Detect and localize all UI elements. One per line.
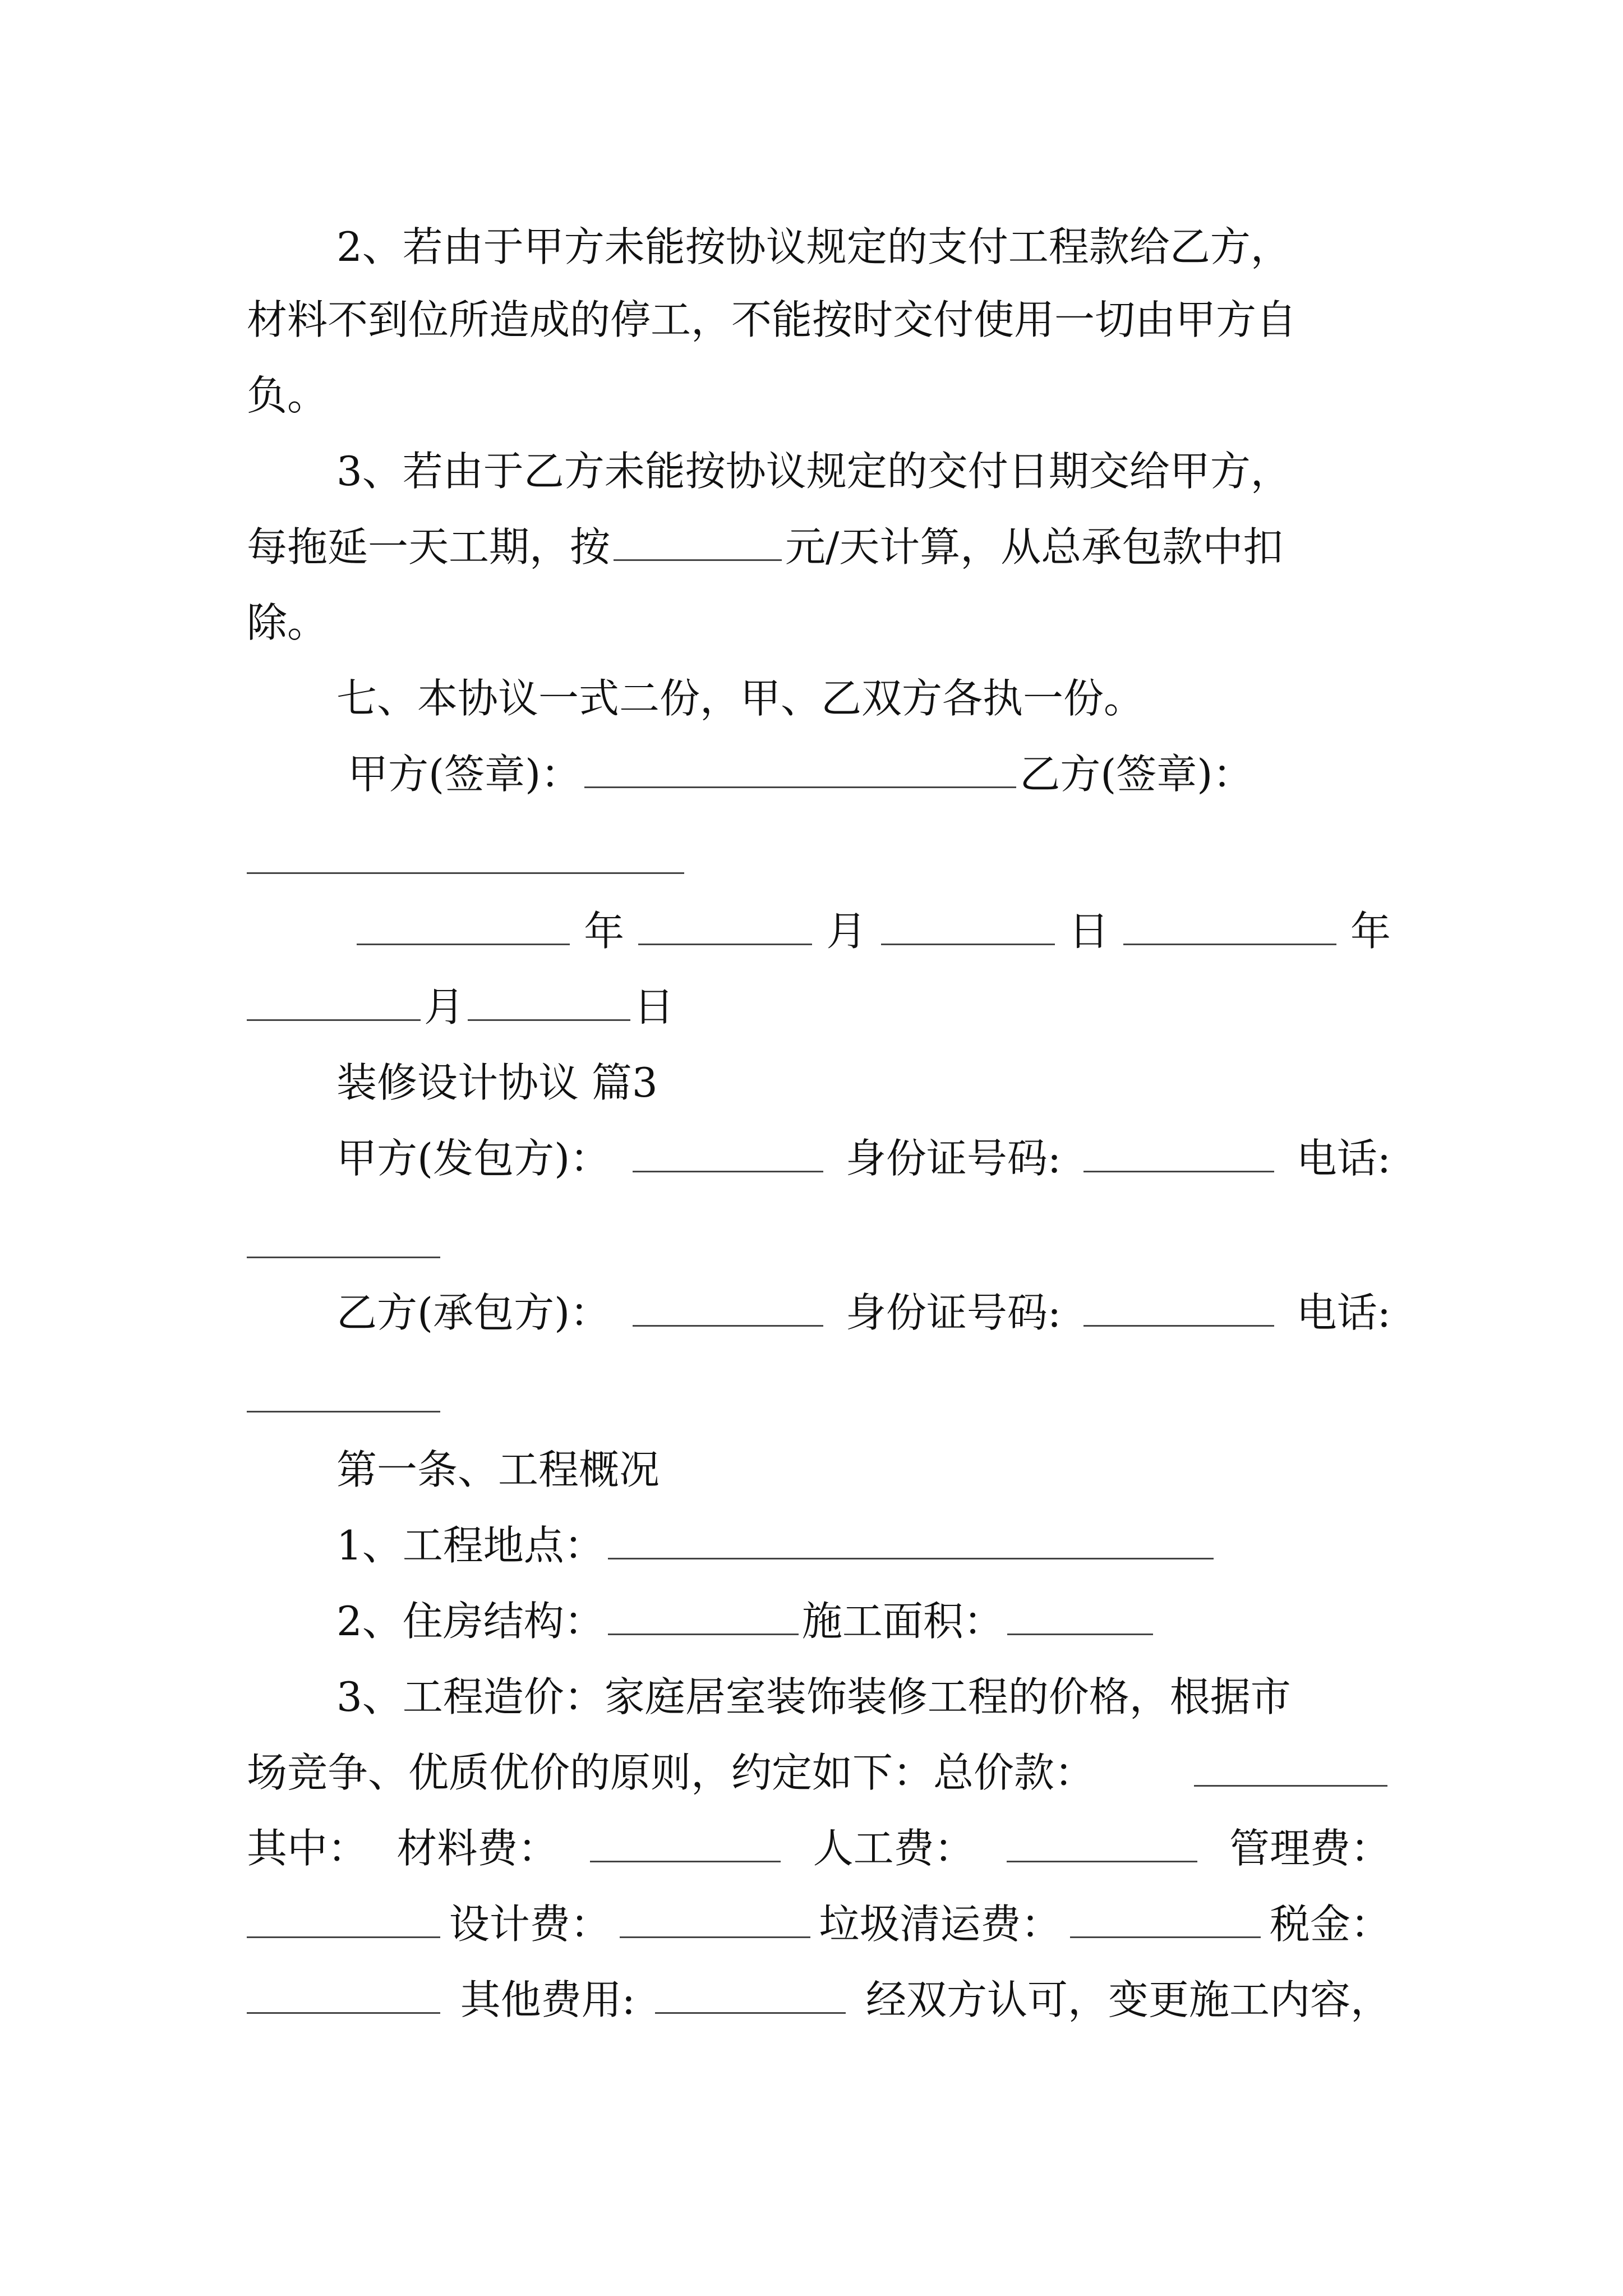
item3-line1: 3、若由于乙方未能按协议规定的交付日期交给甲方， [336,448,1291,495]
party-a-sign-blank [584,786,1016,788]
item2-line1: 2、若由于甲方未能按协议规定的支付工程款给乙方， [336,223,1291,270]
agreement-title: 装修设计协议 篇3 [336,1059,658,1106]
date-a-day-blank [881,943,1055,945]
material-fee-label: 材料费： [396,1825,559,1872]
fee-line2 [247,1896,1391,1952]
item3-line3: 除。 [247,599,328,646]
garbage-fee-blank [1070,1936,1261,1938]
party-a-phone-label: 电话: [1296,1135,1391,1182]
area-blank [1007,1633,1153,1635]
article1-title: 第一条、工程概况 [336,1446,660,1493]
fee-line1 [247,1820,1391,1876]
party-a-id-label: 身份证号码: [845,1135,1062,1182]
date-b-month-blank [247,1019,421,1021]
party-b-phone-blank [247,1411,440,1412]
management-fee-blank [247,1936,440,1938]
penalty-amount-blank [614,559,782,561]
party-a-sign-label: 甲方(签章)： [348,751,582,798]
date-a-day-label: 日 [1068,908,1109,955]
management-fee-label: 管理费： [1229,1825,1391,1872]
labor-fee-label: 人工费： [813,1825,975,1872]
material-fee-blank [590,1860,781,1862]
garbage-fee-label: 垃圾清运费： [819,1901,1062,1948]
item2-line2: 材料不到位所造成的停工，不能按时交付使用一切由甲方自 [247,296,1297,343]
structure-label: 2、住房结构： [336,1598,605,1645]
cost-line2-text: 场竞争、优质优价的原则，约定如下：总价款： [247,1749,1095,1796]
party-a-id-blank [1083,1170,1274,1172]
labor-fee-blank [1007,1860,1197,1862]
date-b-month-label: 月 [424,983,465,1030]
tax-blank [247,2012,440,2014]
change-text: 经双方认可，变更施工内容， [865,1976,1391,2023]
date-a-month-blank [638,943,812,945]
date-b-day-blank [468,1019,630,1021]
date-b-year-label: 年 [1350,908,1391,955]
date-line-2 [247,979,1391,1035]
party-a-phone-blank [247,1257,440,1258]
signature-line [348,746,1492,802]
cost-line1: 3、工程造价：家庭居室装饰装修工程的价格，根据市 [336,1673,1291,1720]
party-b-sign-label: 乙方(签章)： [1020,751,1253,798]
party-b-id-label: 身份证号码: [845,1289,1062,1336]
design-fee-blank [620,1936,810,1938]
including-label: 其中： [247,1825,368,1872]
area-label: 施工面积： [801,1598,1004,1645]
fee-line3 [247,1972,1391,2028]
party-b-sign-blank [247,872,684,874]
tax-label: 税金： [1269,1901,1391,1948]
date-a-year-blank [357,943,570,945]
copies-clause: 七、本协议一式二份，甲、乙双方各执一份。 [336,675,1145,722]
structure-line [336,1593,1481,1649]
party-a-info-line [336,1130,1391,1186]
location-blank [608,1557,1214,1559]
date-a-year-label: 年 [584,908,625,955]
cost-line2 [247,1745,1391,1801]
other-fee-blank [655,2012,846,2014]
location-line [336,1517,1481,1573]
party-b-info-line [336,1285,1391,1341]
party-b-name-blank [633,1324,823,1327]
date-a-month-label: 月 [826,908,867,955]
party-b-label: 乙方(承包方)： [336,1289,611,1336]
party-a-name-blank [633,1170,823,1172]
item3-line2-before: 每拖延一天工期，按 [247,523,611,570]
structure-blank [608,1633,799,1635]
location-label: 1、工程地点： [336,1522,605,1569]
item3-line2 [247,519,1391,575]
party-b-id-blank [1083,1324,1274,1327]
total-price-blank [1194,1784,1387,1787]
date-b-day-label: 日 [634,983,675,1030]
party-b-phone-label: 电话: [1296,1289,1391,1336]
party-a-label: 甲方(发包方)： [336,1135,611,1182]
other-fee-label: 其他费用: [460,1976,635,2023]
date-b-year-blank [1123,943,1336,945]
date-line [353,903,1391,959]
item2-line3: 负。 [247,372,328,419]
design-fee-label: 设计费： [449,1901,611,1948]
item3-line2-after: 元/天计算，从总承包款中扣 [785,523,1284,570]
